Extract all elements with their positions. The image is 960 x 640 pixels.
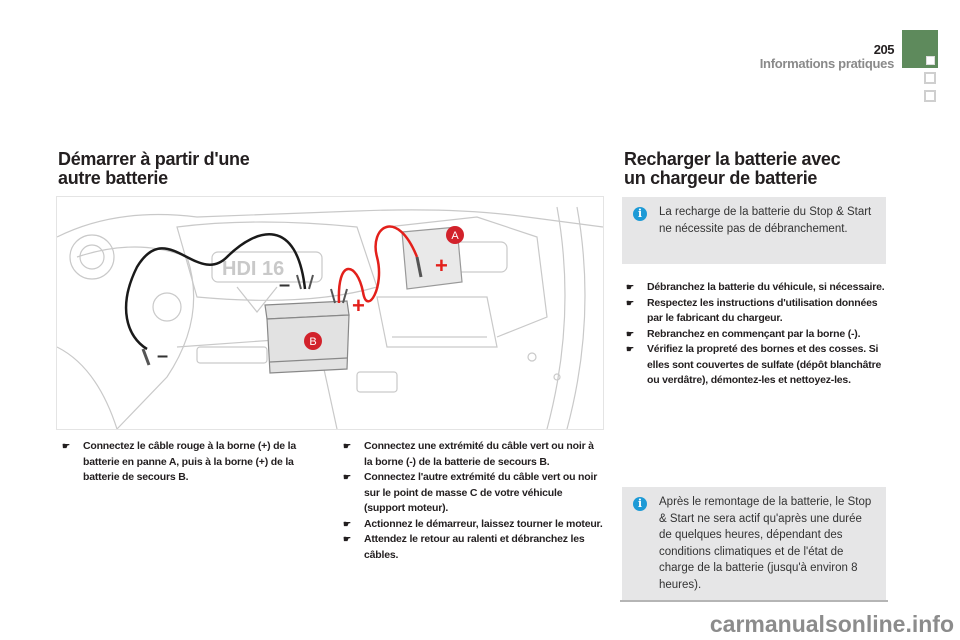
pointing-hand-icon: ☛	[626, 297, 634, 308]
svg-text:HDI 16: HDI 16	[222, 258, 285, 280]
list-item	[341, 470, 603, 517]
step-text: Rebranchez en commençant par la borne (-).	[647, 327, 861, 340]
info-text: La recharge de la batterie du Stop & Start ne nécessite pas de débranchement.	[659, 206, 872, 235]
jump-start-steps-col1	[60, 439, 322, 486]
pointing-hand-icon: ☛	[343, 472, 351, 482]
info-text: Après le remontage de la batterie, le Stop & Start ne sera actif qu'après une durée de quelques heures, dépendant des conditions climatiques et de l'état de charge de la batterie (jusqu'à environ 8 heures).	[659, 496, 872, 591]
svg-text:+: +	[435, 253, 448, 278]
section-title: Informations pratiques	[759, 56, 894, 71]
step-text: Respectez les instructions d'utilisation données par le fabricant du chargeur.	[647, 296, 878, 324]
tab-marker	[924, 90, 936, 102]
list-item	[624, 296, 886, 327]
charger-steps	[624, 280, 886, 389]
svg-text:–: –	[279, 274, 291, 296]
right-section-title	[624, 150, 840, 188]
info-box-bottom	[622, 487, 886, 600]
svg-text:–: –	[157, 345, 169, 367]
title-line: un chargeur de batterie	[624, 168, 818, 188]
info-icon: i	[633, 497, 647, 511]
pointing-hand-icon: ☛	[343, 518, 351, 529]
svg-text:+: +	[352, 293, 365, 318]
left-section-title	[58, 150, 249, 188]
jump-start-steps-col2	[341, 439, 603, 563]
list-item	[341, 517, 603, 533]
pointing-hand-icon: ☛	[62, 441, 70, 451]
section-tab	[902, 30, 938, 68]
step-text: Vérifiez la propreté des bornes et des cosses. Si elles sont couvertes de sulfate (dépôt blanchâtre ou verdâtre), démontez-les et nettoyez-les.	[647, 343, 882, 386]
step-text: Connectez une extrémité du câble vert ou noir à la borne (-) de la batterie de secours B.	[364, 440, 594, 468]
svg-text:B: B	[309, 336, 317, 348]
title-line: autre batterie	[58, 168, 168, 188]
step-text: Connectez le câble rouge à la borne (+) de la batterie en panne A, puis à la borne (+) de la batterie de secours B.	[83, 440, 297, 483]
tab-marker	[924, 72, 936, 84]
title-line: Démarrer à partir d'une	[58, 149, 250, 169]
step-text: Connectez l'autre extrémité du câble vert ou noir sur le point de masse C de votre véhicule (support moteur).	[364, 471, 598, 514]
list-item	[624, 280, 886, 296]
pointing-hand-icon: ☛	[626, 344, 634, 354]
title-line: Recharger la batterie avec	[624, 149, 841, 169]
list-item	[341, 532, 603, 563]
pointing-hand-icon: ☛	[626, 328, 634, 339]
step-text: Débranchez la batterie du véhicule, si nécessaire.	[647, 281, 885, 293]
list-item	[60, 439, 322, 486]
list-item	[341, 439, 603, 470]
info-icon: i	[633, 207, 647, 221]
watermark-divider	[620, 600, 888, 602]
list-item	[624, 327, 886, 343]
watermark: carmanualsonline.info	[709, 611, 954, 637]
info-box-top	[622, 197, 886, 264]
engine-bay-drawing	[57, 197, 603, 429]
svg-text:A: A	[451, 230, 459, 242]
page-number: 205	[873, 42, 894, 57]
tab-marker	[926, 56, 935, 65]
pointing-hand-icon: ☛	[343, 534, 351, 544]
list-item	[624, 342, 886, 389]
jump-start-illustration	[56, 196, 604, 430]
step-text: Actionnez le démarreur, laissez tourner le moteur.	[364, 517, 603, 530]
pointing-hand-icon: ☛	[626, 282, 634, 292]
step-text: Attendez le retour au ralenti et débranchez les câbles.	[364, 533, 585, 561]
pointing-hand-icon: ☛	[343, 441, 351, 451]
